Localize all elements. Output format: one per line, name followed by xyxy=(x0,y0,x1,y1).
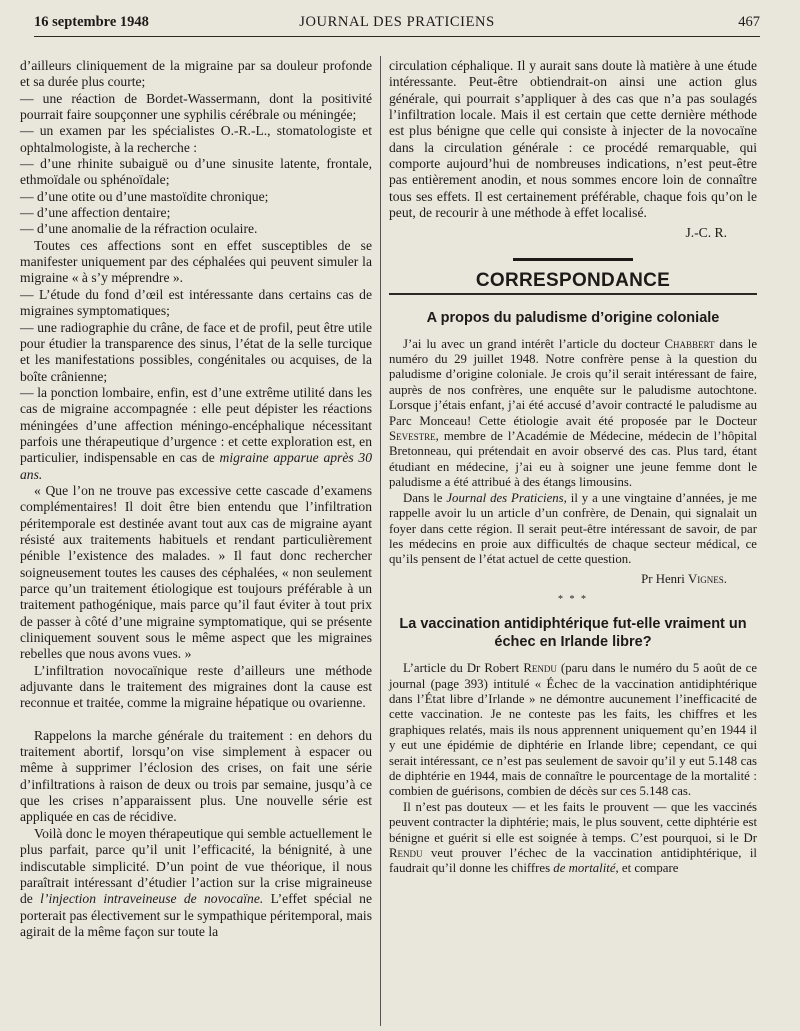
article-title: La vaccination antidiphtérique fut-elle vraiment un échec en Irlande libre? xyxy=(399,616,747,651)
paragraph: — une réaction de Bordet-Wassermann, dont la positivité pourrait faire soupçonner une syphilis cérébrale ou méningée; xyxy=(20,90,372,123)
text-run: L’article du Dr Robert xyxy=(403,661,524,676)
letter-body xyxy=(389,661,757,877)
paragraph: — d’une affection dentaire; xyxy=(20,205,171,221)
paragraph: d’ailleurs cliniquement de la migraine par sa douleur profonde et sa durée plus courte; xyxy=(20,58,372,90)
paragraph: — un examen par les spécialistes O.-R.-L., stomatologiste et ophtalmologiste, à la recherche : xyxy=(20,123,372,155)
text-run: veut prouver l’échec de la vaccination antidiphtérique, il faudrait qu’il donne les chiffres xyxy=(389,846,757,876)
author-name: Vignes xyxy=(688,571,724,586)
paragraph: — d’une anomalie de la réfraction oculaire. xyxy=(20,221,258,237)
text-run: L’effet spécial ne porterait pas électivement sur le sympathique péritemporal, mais agirait de la même façon sur toute la xyxy=(20,891,372,939)
column-divider xyxy=(380,56,381,1026)
author-name: Chabbert xyxy=(664,336,715,351)
text-run: Il n’est pas douteux — et les faits le prouvent — que les vaccinés peuvent contracter la diphtérie; mais, le plus souvent, cette diphtérie est bénigne et guérit si elle est soignée à temps. C’est pourquoi, si le Dr xyxy=(389,799,757,845)
page-number: 467 xyxy=(738,14,760,30)
italic-text: de mortalité, xyxy=(553,861,619,876)
text-run: . xyxy=(723,571,727,586)
section-title: CORRESPONDANCE xyxy=(475,269,671,291)
text-run: J’ai lu avec un grand intérêt l’article du docteur xyxy=(403,336,665,351)
author-signature xyxy=(389,572,727,587)
author-signature: J.-C. R. xyxy=(685,225,727,241)
author-name: Rendu xyxy=(523,661,557,676)
paragraph: « Que l’on ne trouve pas excessive cette cascade d’examens complémentaires! Il doit être bien entendu que l’infiltration péritemporale est destinée avant tout aux cas de migraine ayant résisté aux traitements habituels et rendant particulièrement pénible l’existence des malades. » Il faut donc rechercher soigneusement toutes les causes des céphalées, « non seulement parce qu’un traitement étiologique est toujours préférable à un traitement pathogénique, mais parce qu’il faut éviter à tout prix de passer à côté d’une migraine symptomatique, qui se présente cliniquement souvent sous le même aspect que les migraines rebelles que nous avons vues. » xyxy=(20,482,372,662)
text-run: il y a une vingtaine d’années, je me rappelle avoir lu un article d’un confrère, de Denain, qui signalait un foyer dans cette région. Il serait peut-être intéressant de savoir, de par les médecins en proie aux difficultés de chaque secteur médical, ce qu’ils pensent de l’état actuel de cette question. xyxy=(389,490,757,567)
letter-body xyxy=(389,337,757,588)
italic-text: Journal des Praticiens, xyxy=(446,490,567,505)
left-column xyxy=(20,58,372,940)
paragraph xyxy=(20,826,372,940)
text-run: Voilà donc le moyen thérapeutique qui semble actuellement le plus parfait, parce qu’il unit l’efficacité, la bénignité, à une indiscutable simplicité. D’un point de vue théorique, il nous paraîtrait intéressant d’étudier l’action sur la crise migraineuse de xyxy=(20,825,372,907)
text-run: — la ponction lombaire, enfin, est d’une extrême utilité dans les cas de migraine accompagnée : elle peut dépister les réactions méningées d’une affection méningo-encéphalique nécessitant parfois une thérapeutique d’urgence : et cette exploration est, en particulier, indispensable en cas de xyxy=(20,384,372,466)
text-run: Pr Henri xyxy=(641,571,689,586)
text-run: , membre de l’Académie de Médecine, médecin de l’hôpital Bretonneau, qui prétendait en avoir observé des cas. Plus tard, étant étudiant en médecine, j’ai eu à soigner une jeune femme dont le paludisme a été attribué à des étangs limousins. xyxy=(389,429,757,490)
paragraph xyxy=(389,661,757,800)
paragraph: — une radiographie du crâne, de face et de profil, peut être utile pour étudier la transparence des sinus, l’état de la selle turcique et les manifestations possibles, congénitales ou acquises, de la boîte crânienne; xyxy=(20,319,372,384)
italic-text: migraine apparue après 30 ans. xyxy=(20,450,373,482)
asterism: * * * xyxy=(558,594,588,606)
paragraph: Toutes ces affections sont en effet susceptibles de se manifester uniquement par des céphalées qui peuvent simuler la migraine « à s’y méprendre ». xyxy=(20,237,372,286)
issue-date: 16 septembre 1948 xyxy=(34,14,149,30)
paragraph: circulation céphalique. Il y aurait sans doute là matière à une étude intéressante. Peut-être obtiendrait-on ainsi une action glus générale, qui pourrait s’appliquer à des cas que n’a pas soulagés l’infiltration locale. Mais il est certain que cette dernière méthode est plus bénigne que celle qui consiste à injecter de la novocaïne dans la circulation générale : ce procédé remarquable, qui comporte aujourd’hui de nombreuses indications, n’est peut-être pas entièrement anodin, et nous sommes encore loin de connaître tous ses effets. Il est certainement préférable, chaque fois qu’on le peut, de recourir à une méthode à effet localisé. xyxy=(389,58,757,221)
section-separator xyxy=(513,258,633,261)
paragraph: L’infiltration novocaïnique reste d’ailleurs une méthode adjuvante dans le traitement des migraines dont la cause est reconnue et traitée, comme la migraine hépatique ou ovarienne. xyxy=(20,662,372,711)
paragraph: — d’une rhinite subaiguë ou d’une sinusite latente, frontale, ethmoïdale ou sphénoïdale; xyxy=(20,156,372,188)
text-run: Dans le xyxy=(403,490,447,505)
author-name: Sevestre xyxy=(389,429,436,444)
italic-text: l’injection intraveineuse de novocaïne. xyxy=(40,891,264,907)
paragraph xyxy=(20,385,372,483)
text-run: et compare xyxy=(618,861,679,876)
page-header xyxy=(34,12,760,37)
paragraph xyxy=(389,491,757,568)
paragraph: Rappelons la marche générale du traitement : en dehors du traitement abortif, lorsqu’on vise simplement à espacer ou même à supprimer l’éclosion des crises, on fait une série d’infiltrations à raison de deux ou trois par semaine, jusqu’à ce que les crises n’apparaissent plus. Une nouvelle série est appliquée en cas de récidive. xyxy=(20,727,372,825)
paragraph: — d’une otite ou d’une mastoïdite chronique; xyxy=(20,188,269,204)
paragraph xyxy=(389,800,757,877)
author-name: Rendu xyxy=(389,846,423,860)
paragraph xyxy=(389,337,757,491)
text-run: (paru dans le numéro du 5 août de ce journal (page 393) intitulé « Échec de la vaccination antidiphtérique dans l’État libre d’Irlande » ne démontre aucunement l’inefficacité de cette vaccination. Je ne conteste pas les faits, les chiffres et les graphiques relatés, mais ils nous apprennent uniquement qu’en 1944 il y eut une épidémie de diphtérie en Irlande libre; cependant, ce qui serait intéressant, ce n’est pas seulement de savoir qu’il y eut 5.148 cas de diphtérie en 1944, mais de connaître le pourcentage de la mortalité : combien de guérisons, combien de décès sur ces 5.148 cas. xyxy=(389,661,757,799)
section-rule xyxy=(389,293,757,295)
journal-title: JOURNAL DES PRATICIENS xyxy=(299,14,495,30)
text-run: dans le numéro du 29 juillet 1948. Notre confrère pense à la question du paludisme d’origine coloniale. Je crois qu’il serait intéressant de faire, auprès de nos confrères, une enquête sur le paludisme autochtone. Lorsque j’étais enfant, j’ai été accusé d’avoir contracté le paludisme au Parc Monceau! Cette étiologie avait été proposée par le Docteur xyxy=(389,336,758,428)
right-column xyxy=(389,58,757,877)
paragraph: — L’étude du fond d’œil est intéressante dans certains cas de migraines symptomatiques; xyxy=(20,286,372,319)
article-title: A propos du paludisme d’origine coloniale xyxy=(426,309,720,326)
